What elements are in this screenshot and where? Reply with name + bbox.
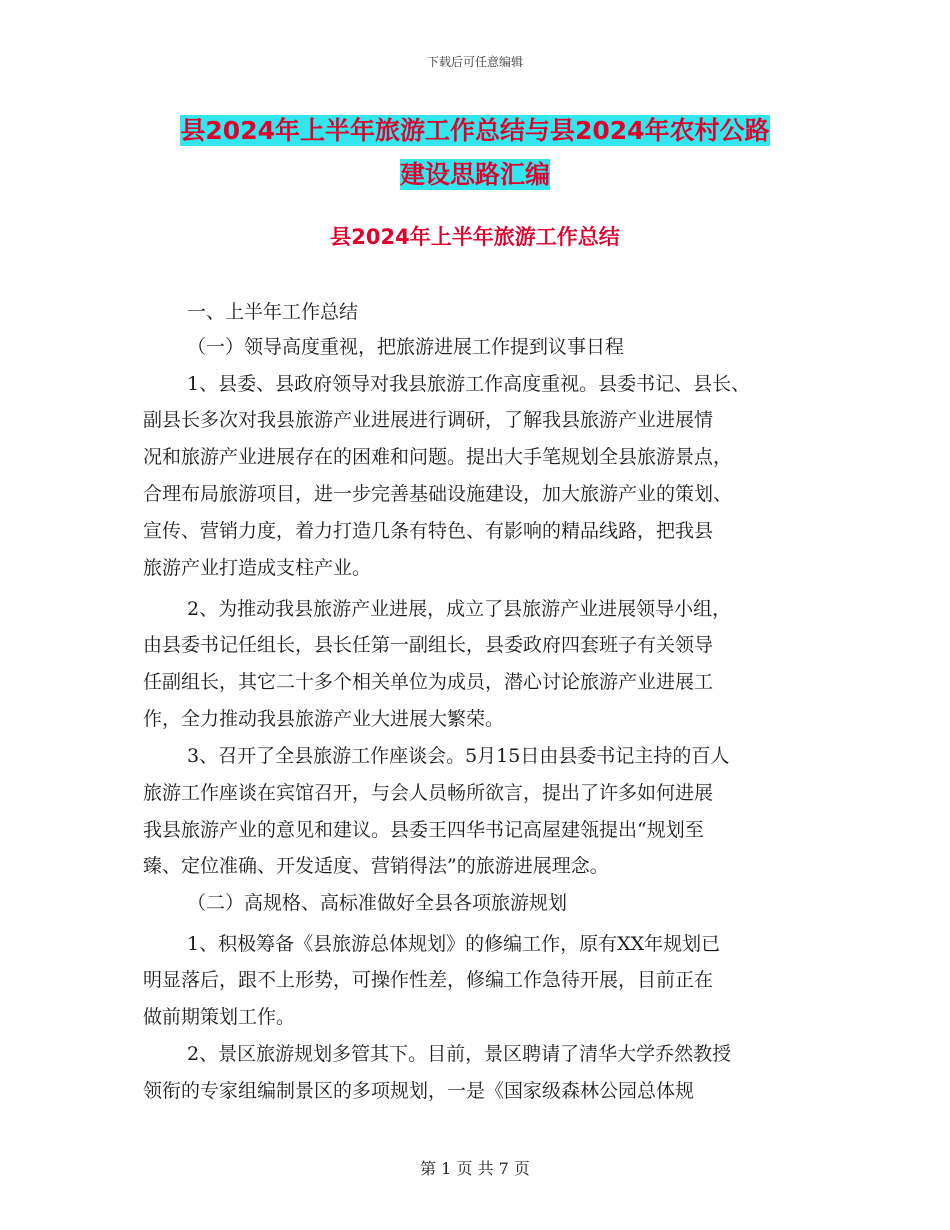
paragraph-line: 由县委书记任组长，县长任第一副组长，县委政府四套班子有关领导 <box>143 634 714 656</box>
document-title-line-2: 建设思路汇编 <box>399 160 550 189</box>
paragraph-line: 臻、定位准确、开发适度、营销得法”的旅游进展理念。 <box>143 855 609 877</box>
paragraph-line: 做前期策划工作。 <box>143 1006 296 1028</box>
page-number-footer: 第 1 页 共 7 页 <box>420 1159 530 1178</box>
paragraph-line: 1、积极筹备《县旅游总体规划》的修编工作，原有XX年规划已 <box>187 933 721 955</box>
heading-first-half-summary: 一、上半年工作总结 <box>187 301 359 323</box>
section-title: 县2024年上半年旅游工作总结 <box>330 225 620 249</box>
paragraph-line: 我县旅游产业的意见和建议。县委王四华书记高屋建瓴提出“规划至 <box>143 819 704 841</box>
paragraph-line: 副县长多次对我县旅游产业进展进行调研，了解我县旅游产业进展情 <box>143 409 714 431</box>
paragraph-line: 合理布局旅游项目，进一步完善基础设施建设，加大旅游产业的策划、 <box>143 483 733 505</box>
paragraph-line: 2、景区旅游规划多管其下。目前，景区聘请了清华大学乔然教授 <box>187 1043 732 1065</box>
paragraph-line: 宣传、营销力度，着力打造几条有特色、有影响的精品线路，把我县 <box>143 520 714 542</box>
paragraph-line: 作，全力推动我县旅游产业大进展大繁荣。 <box>143 708 505 730</box>
paragraph-line: 旅游产业打造成支柱产业。 <box>143 557 372 579</box>
paragraph-line: 3、召开了全县旅游工作座谈会。5月15日由县委书记主持的百人 <box>187 745 730 767</box>
header-note: 下载后可任意编辑 <box>426 55 523 69</box>
paragraph-line: 旅游工作座谈在宾馆召开，与会人员畅所欲言，提出了许多如何进展 <box>143 782 714 804</box>
paragraph-line: 领衔的专家组编制景区的多项规划，一是《国家级森林公园总体规 <box>143 1080 695 1102</box>
document-title-line-1: 县2024年上半年旅游工作总结与县2024年农村公路 <box>180 116 770 145</box>
paragraph-line: 1、县委、县政府领导对我县旅游工作高度重视。县委书记、县长、 <box>187 373 751 395</box>
paragraph-line: 任副组长，其它二十多个相关单位为成员，潜心讨论旅游产业进展工 <box>143 671 714 693</box>
subheading-leadership: （一）领导高度重视，把旅游进展工作提到议事日程 <box>187 336 625 358</box>
paragraph-line: 况和旅游产业进展存在的困难和问题。提出大手笔规划全县旅游景点， <box>143 446 733 468</box>
subheading-planning: （二）高规格、高标准做好全县各项旅游规划 <box>187 892 568 914</box>
paragraph-line: 2、为推动我县旅游产业进展，成立了县旅游产业进展领导小组， <box>187 598 732 620</box>
paragraph-line: 明显落后，跟不上形势，可操作性差，修编工作急待开展，目前正在 <box>143 969 714 991</box>
